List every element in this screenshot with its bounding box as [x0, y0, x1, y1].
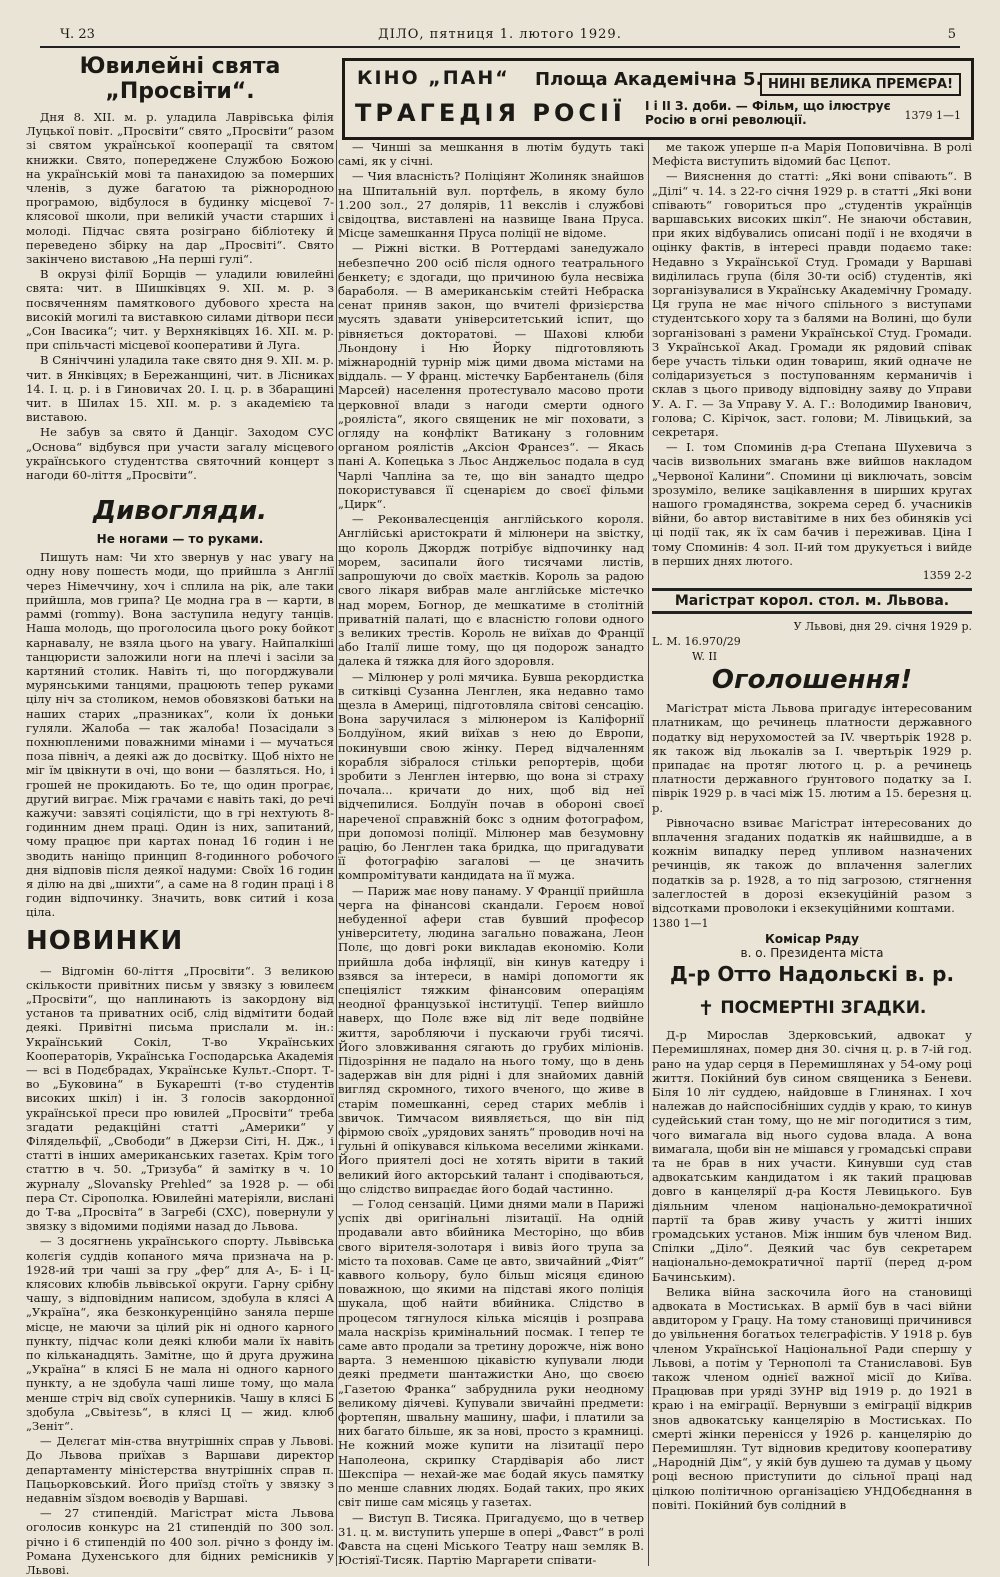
cinema-advertisement: [342, 58, 974, 140]
news-item: — Мілюнер у ролі мячика. Бувша рекордистка в ситківці Сузанна Ленглен, яка недавно тамо щезла в Америці, підготовляла світові сенсацію. Вона заручилася з мілюнером із Каліфорнії Болдуїном, який виїхав з нею до Европи, покинувши свою жінку. Перед відчаленням корабля зібралося стільки репортерів, щоби зробити з Ленглен інтервю, що вона зі страху почала... кричати до них, щоб від неї відчепилися. Болдуїн почав в обороні своєї нареченої справжній бокс з одним фотографом, при допомозі поліції. Мілюнер мав безумовну рацію, бо Ленглен така бридка, що пригадувати її фотографію загалові — це значить компромітувати кандидата на її мужа.: [338, 669, 644, 883]
subheadline: Не ногами — то руками.: [96, 532, 264, 547]
masthead-date: ДІЛО, пятниця 1. лютого 1929.: [378, 27, 622, 42]
cross-icon: ✝: [697, 996, 715, 1021]
article-paragraph: В Сяніччині уладила таке свято дня 9. XII. м. р. чит. в Янківцях; в Бережанщині, чит. в Лісниках 14. І. ц. р. і в Гиновичах 20. І. ц. р. в Збаращині чит. в Шилах 15. XII. м. р. з академією та виставою.: [26, 353, 334, 425]
notice-number: 1380 1—1: [652, 917, 709, 931]
ad-premiere: НИНІ ВЕЛИКА ПРЕМЄРА!: [760, 73, 961, 96]
column-2: [338, 140, 644, 1568]
headline-oholoshennia: Оголошення!: [711, 665, 913, 696]
news-item: — Ріжні вістки. В Роттердамі занедужало небезпечно 200 осіб після одного театрального бенкету; є здогади, що причиною була несвіжа бараболя. — В американськім стейті Небраска сенат приняв закон, що вчителі фризієрства мусять здавати університетський іспит, що рівняється докторатові. — Шахові клюби Льондону і Ню Йорку підготовляють міжнародній турнір між цими двома містами на віддаль. — У франц. містечку Барбентанель (біля Марсей) населення протестувало масово проти церковної влади з нагоди смерти одного „рояліста“, якого священик не міг поховати, з огляду на конфлікт Ватикану з головним органом роялістів „Аксіон Франсез“. — Якась пані А. Копецька з Льос Анджельос подала в суд Чарлі Чапліна за те, що він занадто щедро покористувався її сценарієм до своєї фільми „Цирк“.: [338, 241, 644, 512]
notice-reference: L. M. 16.970/29: [652, 635, 741, 649]
page-header: [40, 24, 960, 48]
notice-reference: W. II: [692, 650, 718, 664]
obituary-title: ПОСМЕРТНІ ЗГАДКИ.: [720, 998, 927, 1019]
article-paragraph: — 27 стипендій. Магістрат міста Львова оголосив конкурс на 21 стипендій по 300 зол. річно і 6 стипендій по 400 зол. річно з фонду ім. Романа Духенського для бідних ремісників у Львові.: [26, 1506, 334, 1577]
notice-date: У Львові, дня 29. січня 1929 р.: [793, 620, 972, 634]
news-item: — Париж має нову панаму. У Франції прийшла черга на фінансові скандали. Героєм нової небуденної афери став бувший професор університету, людина загально поважана, Леон Полє, що довгі роки викладав економію. Коли прийшла доба інфляції, він кинув катедру і взявся за інтереси, в намірі допомогти як спеціяліст тяжким фінансовим операціям неодної французької інституції. Тепер вийшло наверх, що Полє вже від літ веде подвійне життя, заробляючи і пускаючи грубі тисячі. Його зловживання сягають до грубих міліонів. Підозріння не падало на нього тому, що в день задержав він для рідні і для знайомих давній вигляд скромного, тихого вченого, що живе в старім помешканні, серед старих меблів і звичок. Тимчасом виявляється, що він під фірмою своїх „урядових занять“ проводив ночі на гульні й опікувався кількома веселими жінками. Його приятелі досі не хотять вірити в такий великий його акторський талант і сподіваються, що слідство випраєдає його бодай частинно.: [338, 883, 644, 1196]
news-item: — Реконвалесценція англійського короля. Англійські аристократи й мілюнери на звістку, що король Джордж потрібує відпочинку над морем, засипали його тисячами листів, запрошуючи до своїх маєтків. Король за радою свого лікаря вибрав мале англійське містечко над морем, Богнор, де мешкатиме в столітній приватній палаті, що є власністю голови одного з великих трестів. Король не виїхав до Франції або Італії лише тому, що ця подорож занадто далека й тяжка для його здоровля.: [338, 512, 644, 669]
column-rule: [648, 140, 649, 1566]
signature-name: Д-р Отто Надольскі в. р.: [669, 962, 955, 987]
news-item: ме також уперше п-а Марія Поповичівна. В ролі Мефіста виступить відомий бас Цєпот.: [652, 140, 972, 169]
article-paragraph: Не забув за свято й Данціг. Заходом СУС „Основа“ відбувся при участи загалу місцевого українського студентства святочний концерт з нагоди 60-ліття „Просвіти“.: [26, 425, 334, 483]
issue-number: Ч. 23: [60, 27, 95, 42]
notice-paragraph: Рівночасно взиває Магістрат інтересованих до вплачення згаданих податків як найшвидше, а в кожнім випадку перед упливом назначених речинців, як також до вплачення залеглих податків за р. 1928, а то під загрозою, стягнення залеглостей в дорозі екзекуційній разом з відсотками проволоки і екзекуційними коштами.: [652, 815, 972, 915]
article-paragraph: В окрузі філії Борщів — уладили ювилейні свята: чит. в Шишківцях 9. XII. м. р. з посвяченням памяткового дубового хреста на високій могилі та виставкою силами дітвори пєси „Сон Івасика“; чит. у Верхняківцях 16. XII. м. р. при спільчасті місцевої кооперативи й Луга.: [26, 267, 334, 353]
column-3: [652, 140, 972, 1568]
article-paragraph: Дня 8. XII. м. р. уладила Лаврівська філія Луцької повіт. „Просвіти“ свято „Просвіти“ разом зі святом української кооперації та святом книжки. Свято, попереджене Службою Божою на українській мові та панахидою за померших членів, з дуже багатою та ріжнородною програмою, відбулося в будинку місцевої 7-клясової школи, при великій участи старших і молоді. Підчас свята розіграно бібліотеку й переведено збірку на дар „Просвіті“. Свято закінчено виставою „На перші гулі“.: [26, 110, 334, 267]
article-paragraph: — Делєгат мін-ства внутрішніх справ у Львові. До Львова приїхав з Варшави директор департаменту міністерства внутрішніх справ п. Пацьорковський. Його приїзд стоїть у звязку з недавнім зїздом воєводів у Варшаві.: [26, 1434, 334, 1506]
column-1: [26, 52, 334, 1577]
obituary-paragraph: Велика війна заскочила його на становищі адвоката в Мостиськах. В армії був в часі війни авдитором у Грацу. На тому становищі причинився до увільнення богатьох телєграфістів. У 1918 р. був членом Української Національної Ради спершу у Львові, а потім у Тернополі та Станиславові. Був також членом однієї важної місії до Київа. Працював при уряді ЗУНР від 1919 р. до 1921 в краю і на еміграції. Вернувши з еміграції відкрив знов адвокатську канцелярію в Мостиськах. По смерті жінки перенісся у 1926 р. канцелярію до Перемишлян. Тут відновив кредитову кооперативу „Народній Дім“, у якій був душею та думав у цьому році весною приступити до сільної праці над цілкою політичною організацією УНДОбєднання в повіті. Покійний був солідний в: [652, 1284, 972, 1512]
ad-description: І і ІІ З. доби. — Фільм, що ілюструє Росію в огні революції.: [645, 99, 891, 127]
magistrat-header: Магістрат корол. стол. м. Львова.: [652, 588, 972, 614]
article-paragraph: Пишуть нам: Чи хто звернув у нас увагу на одну нову пошесть моди, що прийшла з Англії через Німеччину, хоч і сплила на рік, але таки прийшла, мов грипа? Це модна гра в — карти, в раммі (rommy). Вона заступила недугу танців. Наша молодь, що проголосила цього року бойкот карнавалу, не взяла цього на увагу. Найпалкіші танцюристи заложили ноги на плечі і засіли за картяний столик. Навіть ті, що погорджували мурянськими танцями, працюють тепер руками цілу ніч за столиком, немов обовязкові батьки на наших старих „празниках“, коли їх доньки гуляли. Жалоба — так жалоба! Позасідали з похнюпленими поважними мінами і — мучаться поза північ, а деякі аж до досвітку. Щоб ніхто не міг їм цвікнути в очі, що вони — базляться. Но, і грошей не прокидають. Бо те, що один програє, другий виграє. Між грачами є навіть такі, до речі кажучи: завзяті соціялісти, що в грі нехтують 8-годинним днем праці. Один із них, запитаний, чому працює при картах понад 16 годин і не зводить наніщо принцип 8-годинного робочого дня відповів після деякої надуми: Своїх 16 годин я ділю на дві „шихти“, а саме на 8 годин праці і 8 годин відпочинку. Значить, вовк ситий і коза ціла.: [26, 550, 334, 920]
news-item: — Чия власність? Поліціянт Жолиняк знайшов на Шпитальній вул. портфель, в якому було 1.200 зол., 27 долярів, 11 векслів і службові свідоцтва, виставлені на назвище Івана Пруса. Місце замешкання Пруса поліції не відоме.: [338, 169, 644, 241]
news-item: — Чинші за мешкання в лютім будуть такі самі, як у січні.: [338, 140, 644, 169]
ad-film-title: ТРАГЕДІЯ РОСІЇ: [355, 99, 626, 127]
page-number: 5: [947, 27, 956, 42]
headline-dyvohliady: Дивогляди.: [92, 496, 268, 527]
ad-address: Площа Академічна 5.: [535, 69, 763, 90]
ad-cinema-name: КІНО „ПАН“: [357, 67, 510, 89]
news-item: — Вияснення до статті: „Які вони співають“. В „Ділі“ ч. 14. з 22-го січня 1929 р. в статті „Які вони співають“ говориться про „студентів українців варшавських високих шкіл“. Не знаючи обставин, при яких відбувались описані події і не входячи в оцінку фактів, в інтересі правди подаємо таке: Недавно з Української Студ. Громади у Варшаві виділилась група (біля 30-ти осіб) студентів, які зорганізувалися в Українську Академічну Громаду. Ця група не має нічого спільного з виступами студентського хору та з балями на Волині, що були зорганізовані з рамени Української Студ. Громади. З Української Акад. Громади як рядовий співак бере участь тільки один товариш, який одначе не солідаризується з поступованням керманичів і склав з цього приводу відповідну заяву до Управи У. А. Г. — За Управу У. А. Г.: Володимир Іванович, голова; С. Кірічок, заст. голови; М. Лівицький, за секретаря.: [652, 169, 972, 440]
column-rule: [336, 140, 337, 1566]
signature-title: Комісар Ряду: [765, 932, 859, 947]
notice-number: 1359 2-2: [922, 569, 972, 583]
news-item: — Голод сензацій. Цими днями мали в Парижі успіх дві оригінальні лізитації. На одній продавали авто вбийника Месторіно, що вбив свого вірителя-золотаря і вивіз його трупа за місто та поховав. Саме це авто, звичайний „Фіят“ каввого кольору, було більш місяця єдиною поважною, що якими на підставі якого поліція шукала, щоб найти вбийника. Слідство в процесом тягнулося кілька місяців і розправа мала наскрізь кримінальний посмак. І тепер те саме авто продали за третину дорожче, ніж воно варта. З неменшою цікавістю купували люди деякі предмети шантажистки Ано, що своєю „Газетою Франка“ забруднила руки неодному великому діячеві. Купували звичайні предмети: фортепян, швальну машину, шафи, і платили за них багато більше, як за нові, просто з крамниці. Не кожний може купити на лізитації перо Наполеона, скрипку Стардіварія або лист Шекспіра — нехай-же має бодай якусь памятку по менше славних людях. Бодай таких, про яких світ пише сам місяць у газетах.: [338, 1197, 644, 1510]
obituary-paragraph: Д-р Мирослав Здерковський, адвокат у Перемишлянах, помер дня 30. січня ц. р. в 7-ій год. рано на удар серця в Перемишлянах у 54-ому році життя. Покійний був сином священика з Беневи. Біля 10 літ суддею, найдовше в Глинянах. І хоч належав до найспосібніших суддів у краю, то кинув судейський стан тому, що не міг погодитися з тим, чого вимагала від нього судова влада. А вона вимагала, щоби він не мішався у громадські справи та не брав в них участи. Кинувши суд став адвокатським кандидатом і як такий працював довго в канцелярії д-ра Костя Левицького. Був діяльним членом національно-демократичної партії та брав живу участь у житті інших громадських установ. Між іншим був членом Вид. Спілки „Діло“. Деякий час був секретарем національно-демократичної партії (перед д-ром Бачинським).: [652, 1028, 972, 1284]
notice-paragraph: Магістрат міста Львова пригадує інтересованим платникам, що речинець платности державного податку від нерухомостей за IV. чвертьрік 1928 р. як також від льокалів за І. чвертьрік 1929 р. припадає на протяг лютого ц. р. а речинець платности державного ґрунтового податку за І. піврік 1929 р. в часі між 15. лютим а 15. березня ц. р.: [652, 701, 972, 815]
headline-prosvita: Ювилейні свята „Просвіти“.: [79, 54, 281, 104]
headline-novynky: НОВИНКИ: [26, 925, 184, 956]
signature-role: в. о. Президента міста: [740, 946, 884, 961]
ad-number: 1379 1—1: [904, 109, 961, 122]
article-paragraph: — Відгомін 60-ліття „Просвіти“. З великою скількости привітних письм у звязку з ювилеєм „Просвіти“, що наплинають із закордону від установ та приватних осіб, слід відмітити бодай деякі. Привітні письма прислали м. ін.: Український Сокіл, Т-во Українських Кооператорів, Українська Господарська Академія — всі в Подєбрадах, Українське Культ.-Спорт. Т-во „Буковина“ в Букарешті (т-во студентів високих шкіл) і ін. З голосів закордонної української преси про ювилей „Просвіти“ треба згадати редакційні статті „Америки“ у Філядельфії, „Свободи“ в Джерзи Сіті, Н. Дж., і статті в інших американських газетах. Крім того статтю в ч. 50. „Тризуба“ й замітку в ч. 10 журналу „Slovansky Prehled“ за 1928 р. — обі пера Ст. Сірополка. Ювилейні матеріяли, вислані до Т-ва „Просвіта“ в Загребі (СХС), повернули у звязку з відомими подіями назад до Львова.: [26, 963, 334, 1234]
obituary-header: [652, 996, 972, 1020]
news-item: — Виступ В. Тисяка. Пригадуємо, що в четвер 31. ц. м. виступить уперше в опері „Фавст“ в ролі Фавста на сцені Міського Театру наш земляк В. Юстіяї-Тисяк. Партію Маргарети співати-: [338, 1510, 644, 1568]
news-item: — І. том Споминів д-ра Степана Шухевича з часів визвольних змагань вже вийшов накладом „Червоної Калини“. Спомини ці виключать, зовсім зрозуміло, велике заціkавлення в ширших кругах нашого громадянства, зокрема серед б. учасників війни, бо автор виставітиме в них без обиняків усі ці події так, як їх сам бачив і переживав. Ціна І тому Споминів: 4 зол. ІІ-ий том друкується і вийде в перших днях лютого.: [652, 440, 972, 568]
article-paragraph: — З досягнень українського спорту. Львівська колєгія суддів копаного мяча признача на р. 1928-ий три чаші за гру „фер“ для А-, Б- і Ц-клясових клюбів львівської округи. Гарну срібну чашу, з відповідним написом, здобула в клясі А „Україна“, яка безконкуренційно заняла перше місце, не маючи за цілий рік ні одного карного пункту, підчас коли деякі клюби мали їх навіть по кільканадцять. Замітне, що й друга дружина „Україна“ в клясі Б не мала ні одного карного пункту, а не здобула чаші лише тому, що мала менше стріч від своїх суперників. Чашу в клясі Б здобула „Свьітезь“, в клясі Ц — жид. клюб „Зеніт“.: [26, 1234, 334, 1434]
